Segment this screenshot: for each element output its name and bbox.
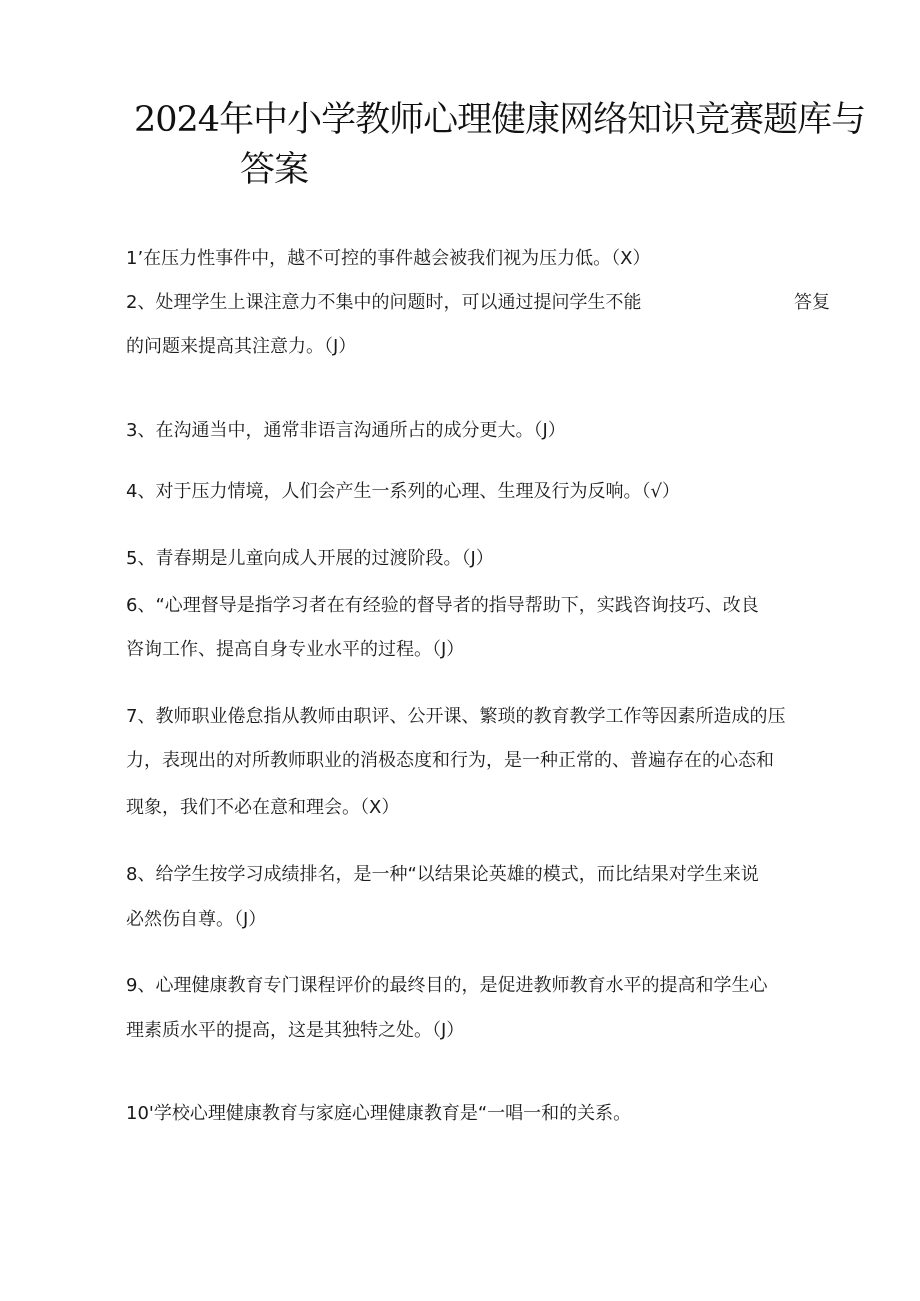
question-6-line-2: 咨询工作、提高自身专业水平的过程。（J）: [126, 639, 465, 660]
question-9-line-1: 9、心理健康教育专门课程评价的最终目的，是促进教师教育水平的提高和学生心: [126, 975, 768, 996]
question-6-line-1: 6、“心理督导是指学习者在有经验的督导者的指导帮助下，实践咨询技巧、改良: [126, 595, 759, 616]
question-8-line-2: 必然伤自尊。（J）: [126, 909, 267, 930]
question-8-line-1: 8、给学生按学习成绩排名，是一种“以结果论英雄的模式，而比结果对学生来说: [126, 864, 759, 885]
question-7-line-2: 力，表现出的对所教师职业的消极态度和行为，是一种正常的、普遍存在的心态和: [126, 750, 774, 771]
document-title-line-2: 答案: [240, 150, 309, 190]
question-2-gap-word: 答复: [794, 292, 830, 313]
question-3-line-1: 3、在沟通当中，通常非语言沟通所占的成分更大。（J）: [126, 420, 566, 441]
question-2-line-1: 2、处理学生上课注意力不集中的问题时，可以通过提问学生不能: [126, 292, 642, 313]
document-title-line-1: 2024年中小学教师心理健康网络知识竞赛题库与: [134, 100, 866, 140]
question-7-line-1: 7、教师职业倦怠指从教师由职评、公开课、繁琐的教育教学工作等因素所造成的压: [126, 706, 786, 727]
question-1-line-1: 1’在压力性事件中，越不可控的事件越会被我们视为压力低。（X）: [126, 248, 651, 269]
question-10-line-1: 10'学校心理健康教育与家庭心理健康教育是“一唱一和的关系。: [126, 1103, 632, 1124]
question-7-line-3: 现象，我们不必在意和理会。（X）: [126, 797, 400, 818]
question-5-line-1: 5、青春期是儿童向成人开展的过渡阶段。（J）: [126, 548, 494, 569]
question-4-line-1: 4、对于压力情境，人们会产生一系列的心理、生理及行为反响。（√）: [126, 481, 680, 502]
question-9-line-2: 理素质水平的提高，这是其独特之处。（J）: [126, 1020, 465, 1041]
question-2-line-2: 的问题来提高其注意力。（J）: [126, 336, 357, 357]
